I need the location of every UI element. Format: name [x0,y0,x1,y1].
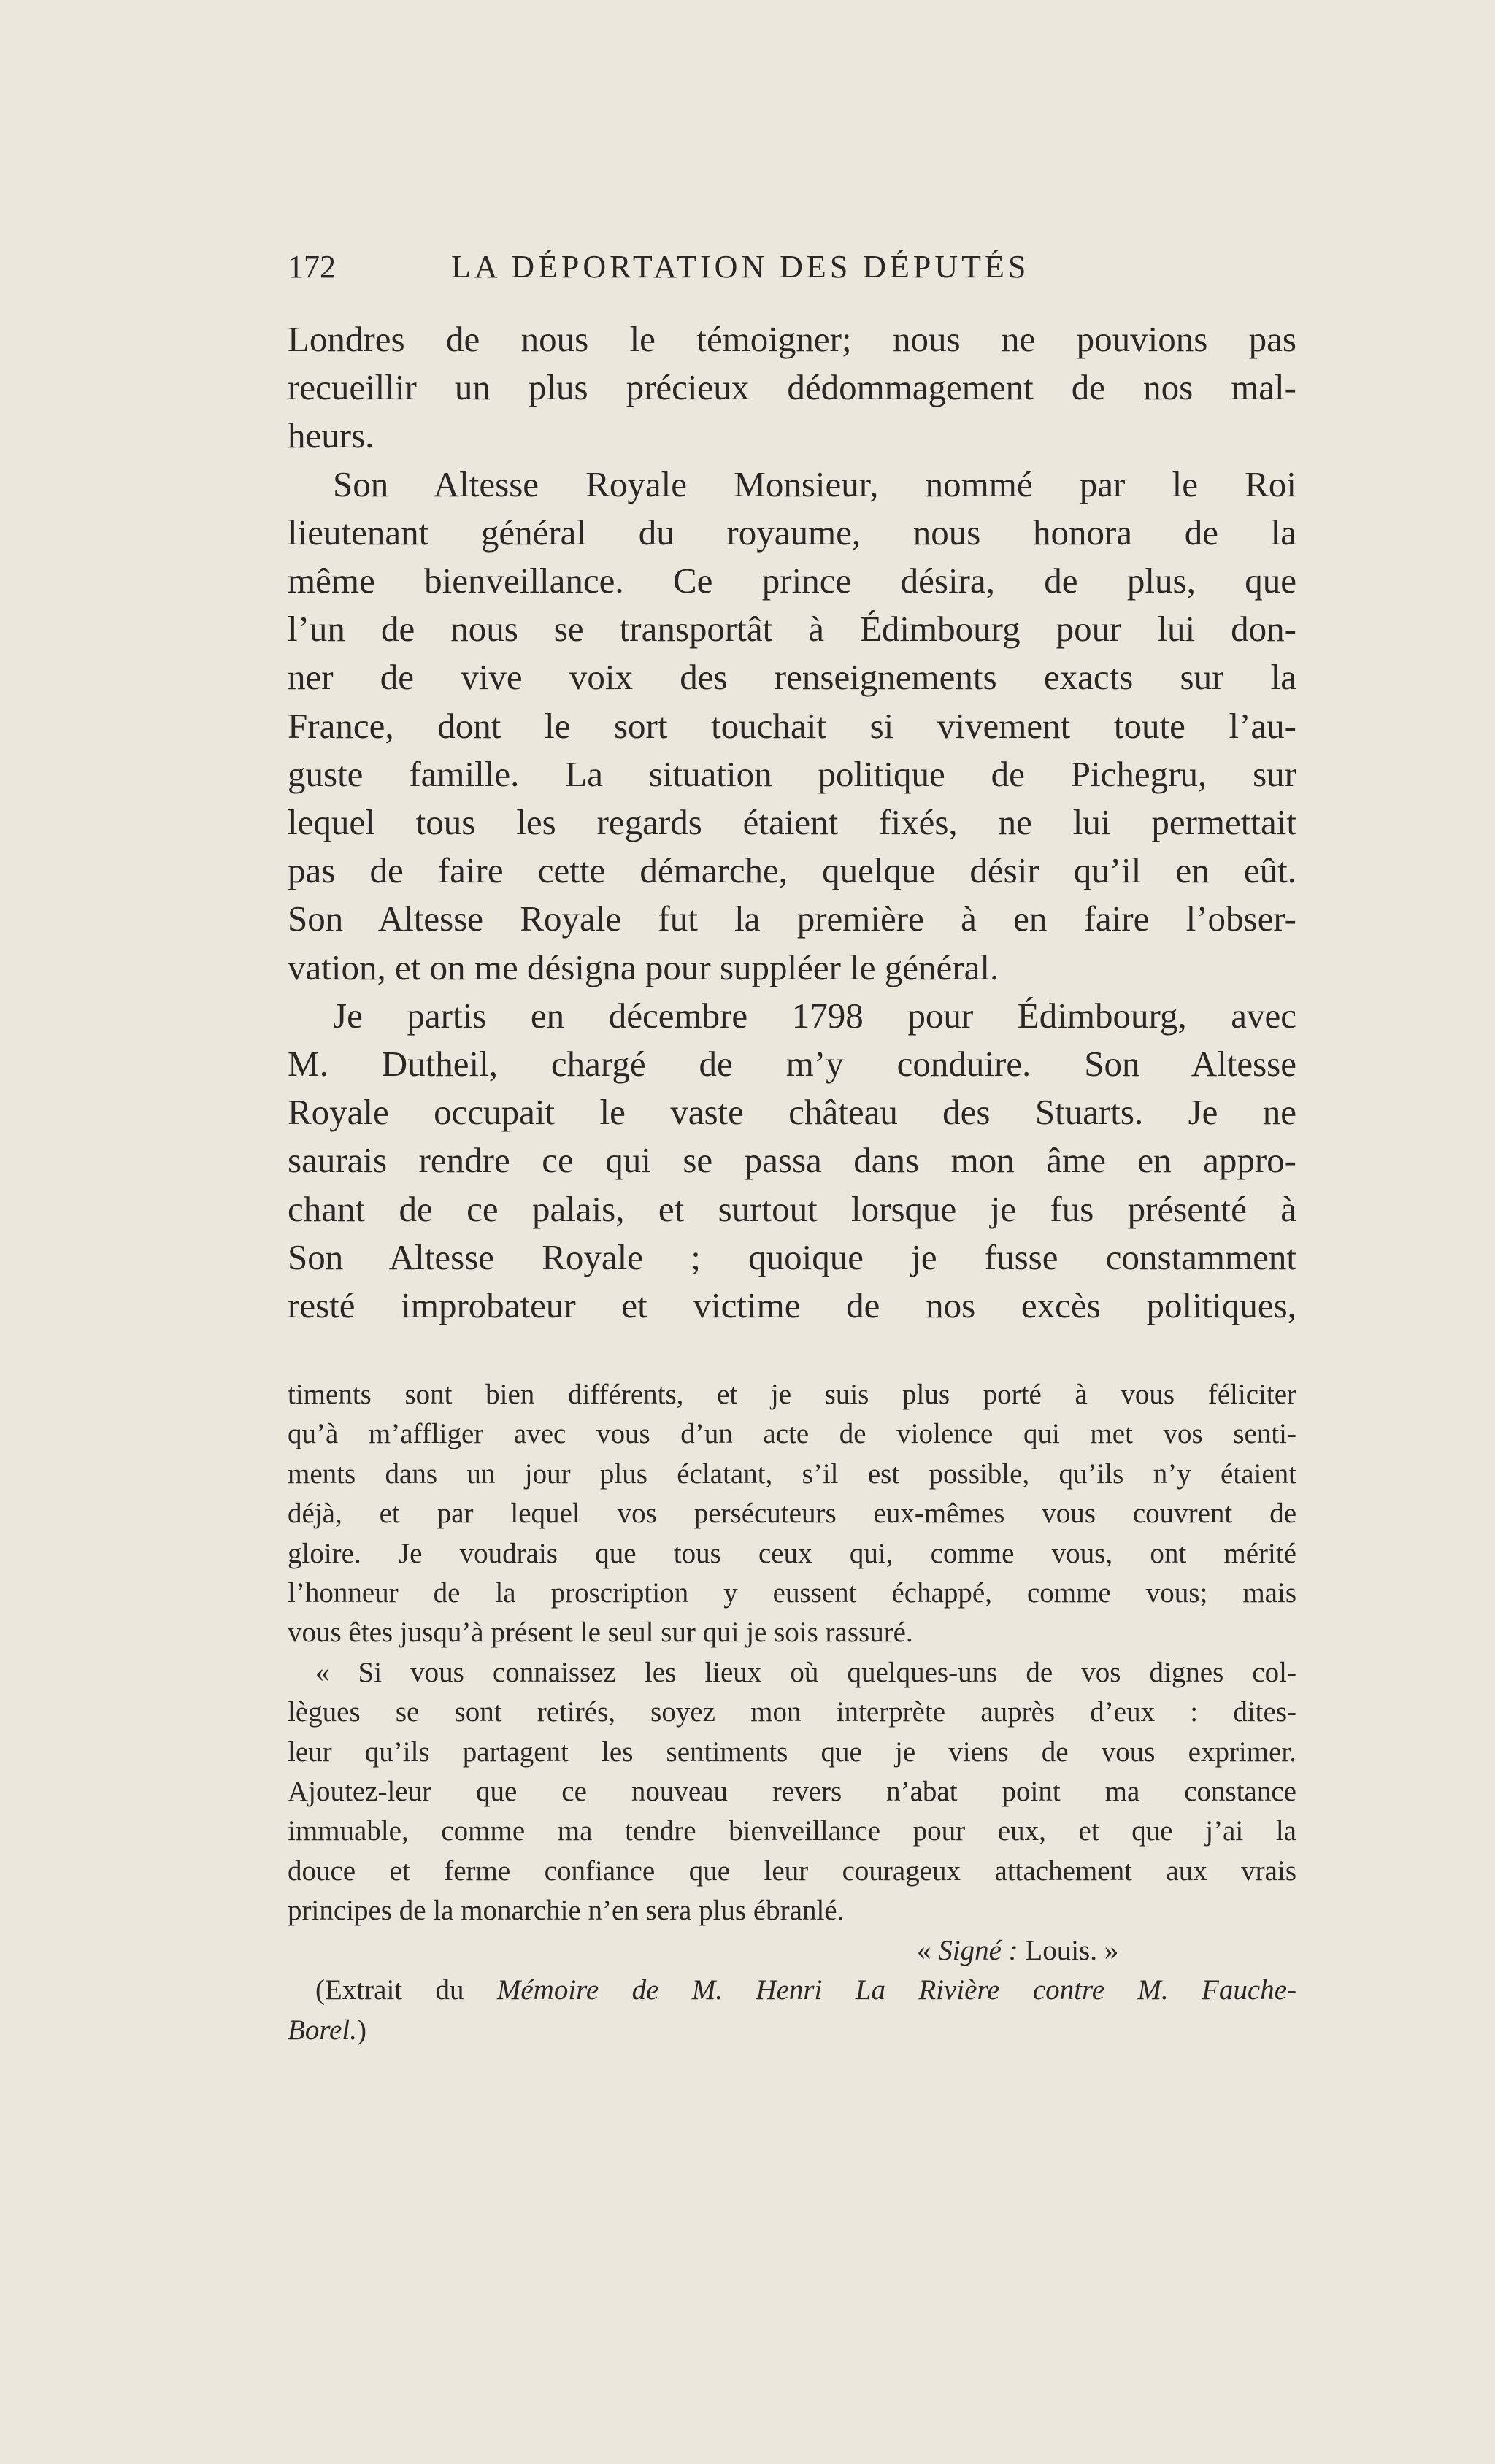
running-title: LA DÉPORTATION DES DÉPUTÉS [451,249,1030,285]
footnote-line: lègues se sont retirés, soyez mon interprète auprès d’eux : dites- [288,1696,1296,1728]
footnote-line: immuable, comme ma tendre bienveillance pour eux, et que j’ai la [288,1815,1296,1847]
footnote-line: « Si vous connaissez les lieux où quelques-uns de vos dignes col- [315,1656,1296,1688]
italic-text: Signé : [938,1934,1018,1966]
body-line: l’un de nous se transportât à Édimbourg pour lui don- [288,609,1296,650]
body-line: recueillir un plus précieux dédommagement de nos mal- [288,367,1296,408]
italic-text: Borel. [288,2014,357,2046]
footnote-line [288,1931,1296,1971]
text-segment: ) [356,2014,366,2046]
body-line: lequel tous les regards étaient fixés, ne lui permettait [288,802,1296,843]
body-line: saurais rendre ce qui se passa dans mon âme en appro- [288,1140,1296,1181]
text-segment: « [917,1934,939,1966]
page-number: 172 [288,249,336,285]
body-line: vation, et on me désigna pour suppléer le général. [288,947,999,987]
footnote-line: déjà, et par lequel vos persécuteurs eux-mêmes vous couvrent de [288,1498,1296,1530]
body-text [288,315,1296,1330]
body-line: heurs. [288,415,374,456]
footnote-line: qu’à m’affliger avec vous d’un acte de violence qui met vos senti- [288,1418,1296,1450]
body-line: Je partis en décembre 1798 pour Édimbourg, avec [333,995,1296,1036]
body-line: Son Altesse Royale fut la première à en faire l’obser- [288,898,1296,939]
body-line: Royale occupait le vaste château des Stuarts. Je ne [288,1092,1296,1133]
body-line: France, dont le sort touchait si vivement toute l’au- [288,705,1296,746]
footnote-line: principes de la monarchie n’en sera plus ébranlé. [288,1895,845,1927]
body-line: resté improbateur et victime de nos excès politiques, [288,1285,1296,1326]
footnote-line: timents sont bien différents, et je suis plus porté à vous féliciter [288,1379,1296,1410]
footnote-line: douce et ferme confiance que leur courageux attachement aux vrais [288,1855,1296,1887]
body-line: Son Altesse Royale Monsieur, nommé par le Roi [333,463,1296,504]
footnote-line: leur qu’ils partagent les sentiments que je viens de vous exprimer. [288,1736,1296,1768]
body-line: chant de ce palais, et surtout lorsque je fus présenté à [288,1188,1296,1229]
body-line: pas de faire cette démarche, quelque désir qu’il en eût. [288,850,1296,891]
italic-text: Mémoire de M. Henri La Rivière contre M. Fauche- [496,1974,1296,2006]
body-line: lieutenant général du royaume, nous honora de la [288,512,1296,553]
body-line: guste famille. La situation politique de Pichegru, sur [288,753,1296,794]
footnote [288,1375,1296,2050]
footnote-line [288,2011,1296,2050]
body-line: M. Dutheil, chargé de m’y conduire. Son Altesse [288,1044,1296,1085]
footnote-line: gloire. Je voudrais que tous ceux qui, comme vous, ont mérité [288,1537,1296,1569]
body-line: même bienveillance. Ce prince désira, de plus, que [288,561,1296,601]
body-line: Londres de nous le témoigner; nous ne pouvions pas [288,319,1296,359]
body-line: Son Altesse Royale ; quoique je fusse constamment [288,1236,1296,1277]
footnote-line: ments dans un jour plus éclatant, s’il est possible, qu’ils n’y étaient [288,1458,1296,1490]
footnote-line: l’honneur de la proscription y eussent échappé, comme vous; mais [288,1577,1296,1609]
page-header [288,248,1296,292]
text-segment: Louis. » [1018,1934,1119,1966]
body-line: ner de vive voix des renseignements exacts sur la [288,657,1296,698]
footnote-line: Ajoutez-leur que ce nouveau revers n’abat point ma constance [288,1776,1296,1808]
footnote-line: vous êtes jusqu’à présent le seul sur qui je sois rassuré. [288,1617,913,1649]
footnote-line [288,1971,1296,2010]
text-segment: (Extrait du [315,1974,497,2006]
